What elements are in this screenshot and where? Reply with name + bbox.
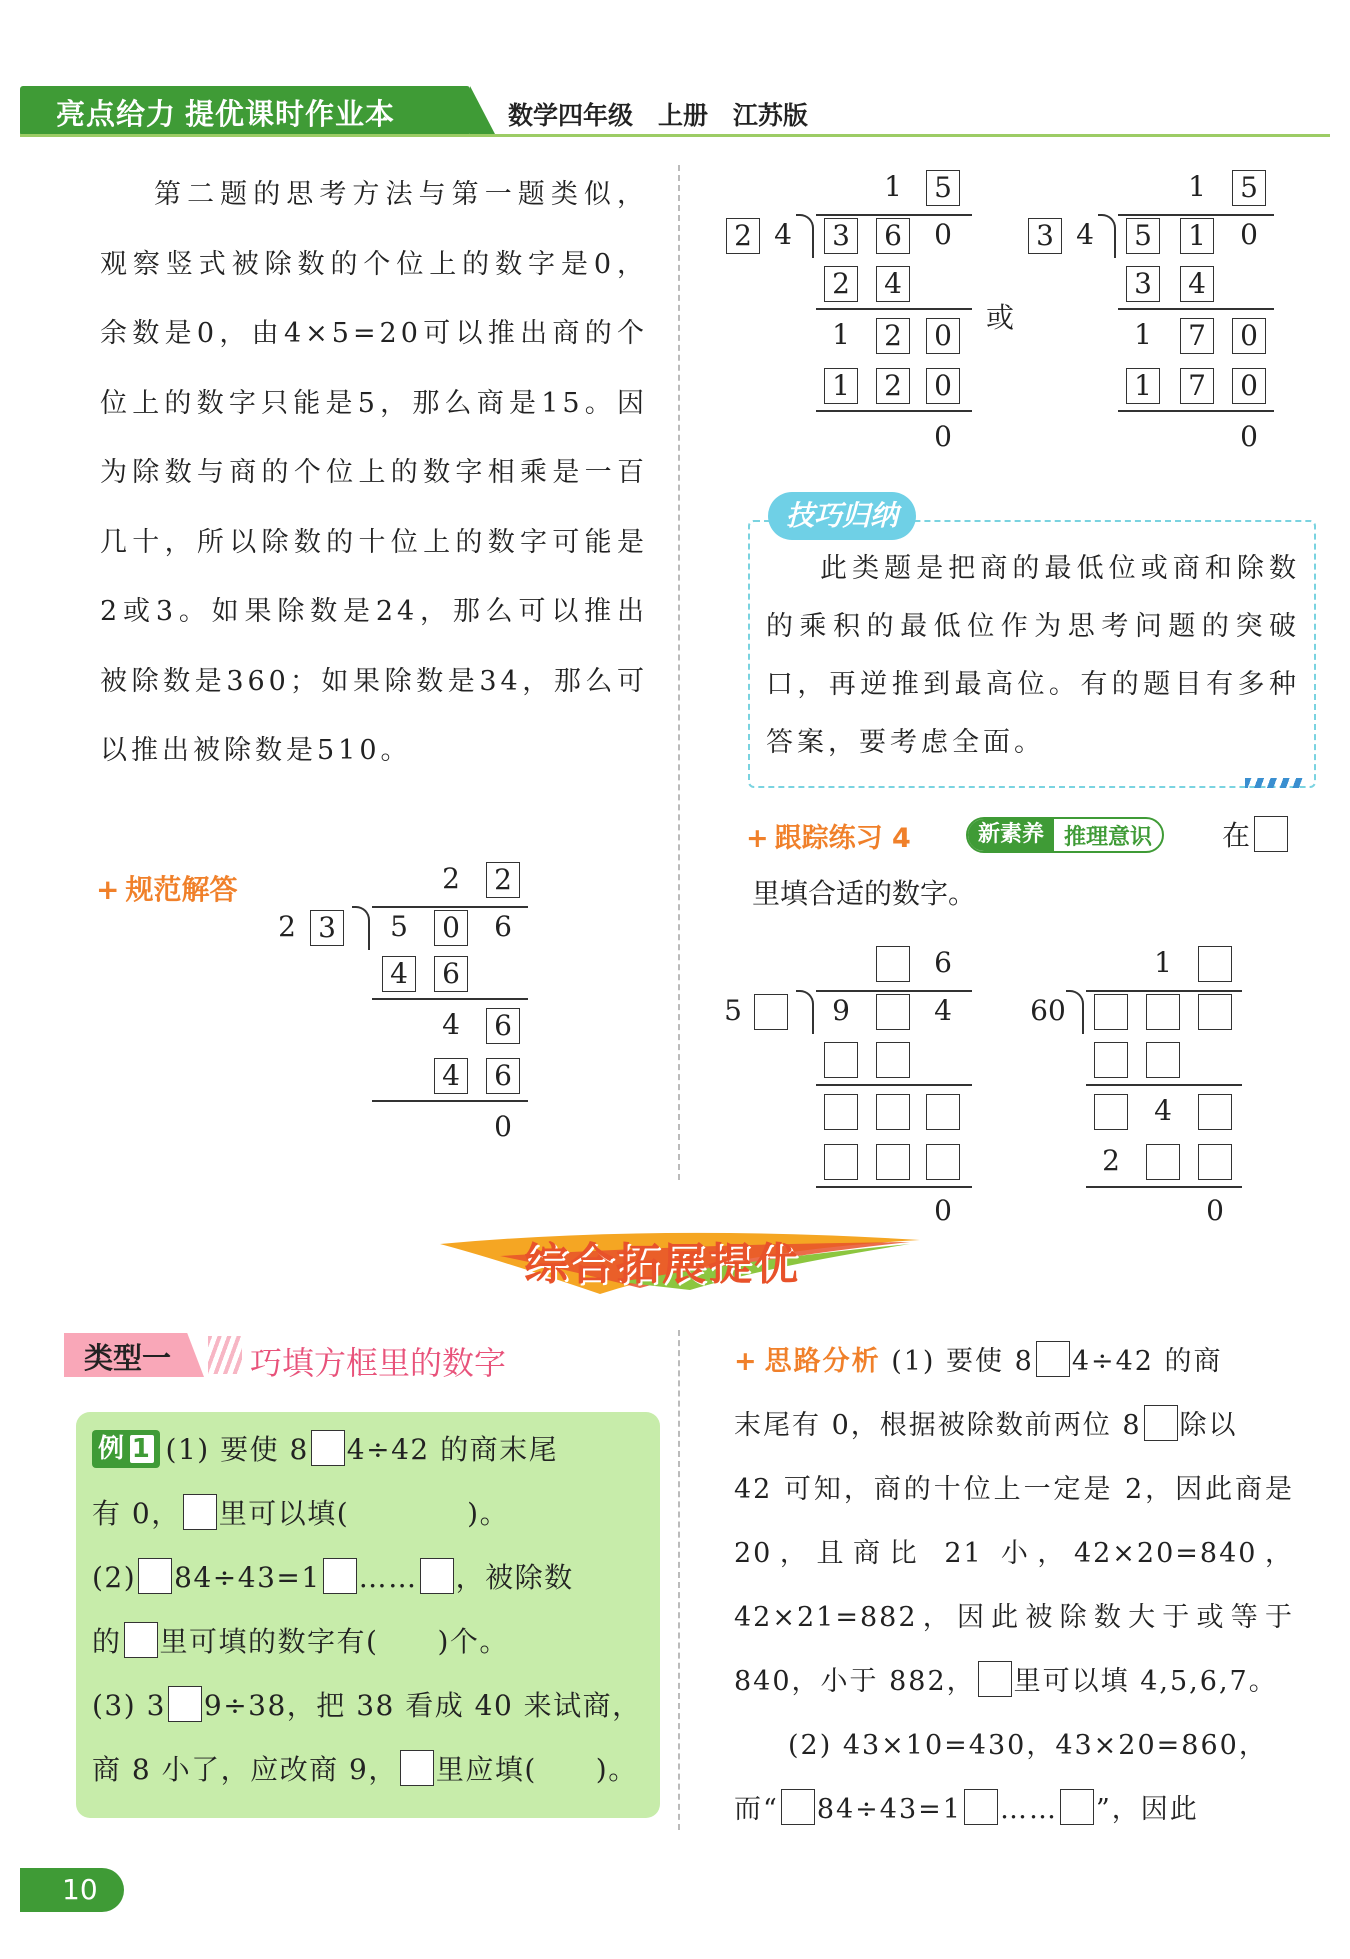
quotient-digit: 6	[934, 946, 952, 979]
quotient-digit: 1	[1188, 170, 1206, 203]
explanation-paragraph: 第二题的思考方法与第一题类似，观察竖式被除数的个位上的数字是0，余数是0，由4×5=20可以推出商的个位上的数字只能是5，那么商是15。因为除数与商的个位上的数字相乘是一百几十，所以除数的十位上的数字可能是2或3。如果除数是24，那么可以推出被除数是360；如果除数是34，那么可以推出被除数是510。	[100, 179, 648, 766]
step-box: 2	[876, 318, 910, 354]
answer-blank[interactable]	[1198, 946, 1232, 982]
plus-icon: +	[746, 823, 769, 854]
section-banner: 综合拓展提优	[524, 1239, 800, 1290]
blank-box[interactable]	[311, 1430, 345, 1466]
quotient-digit: 1	[884, 170, 902, 203]
divisor-box: 3	[1028, 218, 1062, 254]
quotient-box: 5	[1232, 170, 1266, 206]
practice-label-text: 跟踪练习 4	[774, 823, 911, 854]
answer-blank[interactable]	[1094, 1094, 1128, 1130]
answer-blank[interactable]	[1094, 994, 1128, 1030]
blank-box[interactable]	[400, 1750, 434, 1786]
step-digit: 4	[1154, 1094, 1172, 1127]
answer-blank[interactable]	[754, 994, 788, 1030]
divisor-box: 3	[310, 910, 344, 946]
type-label: 类型一	[84, 1341, 172, 1375]
dividend-digit: 4	[934, 994, 952, 1027]
blank-box	[781, 1789, 815, 1825]
divisor: 60	[1030, 994, 1066, 1027]
answer-blank[interactable]	[876, 946, 910, 982]
answer-blank[interactable]	[876, 1094, 910, 1130]
practice-prefix: 在	[1222, 814, 1290, 854]
step-box: 1	[1126, 368, 1160, 404]
answer-blank[interactable]	[1198, 1094, 1232, 1130]
blank-box	[1254, 816, 1288, 852]
example-tag: 例 1	[92, 1430, 160, 1468]
step-box: 6	[486, 1008, 520, 1044]
answer-blank[interactable]	[824, 1144, 858, 1180]
dividend-digit: 5	[390, 910, 408, 943]
type-stripes	[208, 1336, 242, 1374]
blank-box[interactable]	[138, 1558, 172, 1594]
answer-blank[interactable]	[876, 1144, 910, 1180]
plus-icon: +	[734, 1346, 759, 1377]
analysis-label: + 思路分析	[734, 1346, 881, 1377]
step-box: 1	[824, 368, 858, 404]
step-digit: 1	[832, 318, 850, 351]
blank-box[interactable]	[168, 1686, 202, 1722]
tip-decoration	[1245, 778, 1303, 788]
answer-blank[interactable]	[824, 1042, 858, 1078]
practice-instruction: 里填合适的数字。	[752, 877, 977, 910]
step-digit: 4	[442, 1008, 460, 1041]
header-rule	[20, 134, 1330, 137]
dividend-box: 3	[824, 218, 858, 254]
blank-box[interactable]	[124, 1622, 158, 1658]
answer-blank[interactable]	[824, 1094, 858, 1130]
step-box: 4	[1180, 266, 1214, 302]
answer-blank[interactable]	[926, 1144, 960, 1180]
answer-blank[interactable]	[876, 994, 910, 1030]
step-box: 2	[824, 266, 858, 302]
answer-blank[interactable]	[876, 1042, 910, 1078]
tip-text: 此类题是把商的最低位或商和除数的乘积的最低位作为思考问题的突破口，再逆推到最高位。有的题目有多种答案，要考虑全面。	[766, 553, 1300, 758]
step-box: 7	[1180, 318, 1214, 354]
step-box: 6	[486, 1058, 520, 1094]
divisor-digit: 2	[278, 910, 296, 943]
step-digit: 2	[1102, 1144, 1120, 1177]
tip-title: 技巧归纳	[768, 492, 916, 540]
quotient-digit: 2	[442, 862, 460, 895]
divisor-box: 2	[726, 218, 760, 254]
answer-label-text: 规范解答	[125, 873, 238, 906]
step-box: 7	[1180, 368, 1214, 404]
remainder: 0	[934, 1194, 952, 1227]
step-box: 4	[382, 956, 416, 992]
badge-secondary: 推理意识	[1064, 824, 1153, 850]
plus-icon: +	[96, 873, 120, 906]
analysis-text: + 思路分析 (1) 要使 8 4÷42 的商 末尾有 0，根据被除数前两位 8 除以 42 可知，商的十位上一定是 2，因此商是 20，且商比 21 小，42×20=840，42×21=882，因此被除数大于或等于 840，小于 882， 里可以填 4,5,6,7。 (2) 43×10=430，43×20=860， 而“ 84÷43=1 …… ”，因此	[734, 1330, 1294, 1842]
answer-blank[interactable]	[1198, 1144, 1232, 1180]
literacy-badge	[966, 817, 1164, 853]
step-box: 6	[434, 956, 468, 992]
example-text: 例 1 (1) 要使 8 4÷42 的商末尾 有 0， 里可以填( )。 (2) 84÷43=1 …… ，被除数 的 里可填的数字有( )个。 (3) 3 9÷38，把 38 看成 40 来试商， 商 8 小了，应改商 9， 里应填( )。	[92, 1418, 648, 1802]
column-divider-bottom	[678, 1330, 680, 1830]
answer-blank[interactable]	[926, 1094, 960, 1130]
blank-box	[1060, 1789, 1094, 1825]
step-box: 4	[876, 266, 910, 302]
blank-box[interactable]	[420, 1558, 454, 1594]
step-box: 0	[1232, 318, 1266, 354]
quotient-box: 5	[926, 170, 960, 206]
answer-label	[96, 868, 237, 908]
column-divider-top	[678, 165, 680, 1180]
quotient-digit: 1	[1154, 946, 1172, 979]
dividend-digit: 0	[934, 218, 952, 251]
step-box: 4	[434, 1058, 468, 1094]
dividend-digit: 6	[494, 910, 512, 943]
answer-blank[interactable]	[1146, 994, 1180, 1030]
quotient-box: 2	[486, 862, 520, 898]
dividend-digit: 9	[832, 994, 850, 1027]
page-number: 10	[20, 1868, 124, 1912]
practice-label	[746, 816, 911, 855]
step-box: 2	[876, 368, 910, 404]
badge-primary: 新素养	[968, 819, 1054, 851]
answer-blank[interactable]	[1094, 1042, 1128, 1078]
step-box: 3	[1126, 266, 1160, 302]
blank-box	[964, 1789, 998, 1825]
book-title: 数学四年级 上册 江苏版	[508, 102, 808, 130]
dividend-box: 5	[1126, 218, 1160, 254]
or-word: 或	[986, 301, 1015, 334]
step-box: 0	[926, 368, 960, 404]
blank-box	[978, 1661, 1012, 1697]
remainder: 0	[494, 1110, 512, 1143]
dividend-box: 0	[434, 910, 468, 946]
step-box: 0	[1232, 368, 1266, 404]
answer-blank[interactable]	[1146, 1144, 1180, 1180]
blank-box[interactable]	[183, 1494, 217, 1530]
dividend-box: 6	[876, 218, 910, 254]
divisor-digit: 4	[1076, 218, 1094, 251]
blank-box	[1036, 1341, 1070, 1377]
answer-blank[interactable]	[1146, 1042, 1180, 1078]
remainder: 0	[934, 420, 952, 453]
step-digit: 1	[1134, 318, 1152, 351]
remainder: 0	[1240, 420, 1258, 453]
remainder: 0	[1206, 1194, 1224, 1227]
blank-box[interactable]	[323, 1558, 357, 1594]
divisor-digit: 5	[724, 994, 742, 1027]
series-title: 亮点给力 提优课时作业本	[56, 99, 396, 131]
type-title: 巧填方框里的数字	[250, 1344, 507, 1382]
blank-box	[1144, 1405, 1178, 1441]
step-box: 0	[926, 318, 960, 354]
dividend-digit: 0	[1240, 218, 1258, 251]
divisor-digit: 4	[774, 218, 792, 251]
answer-blank[interactable]	[1198, 994, 1232, 1030]
dividend-box: 1	[1180, 218, 1214, 254]
example-number: 1	[130, 1435, 154, 1463]
